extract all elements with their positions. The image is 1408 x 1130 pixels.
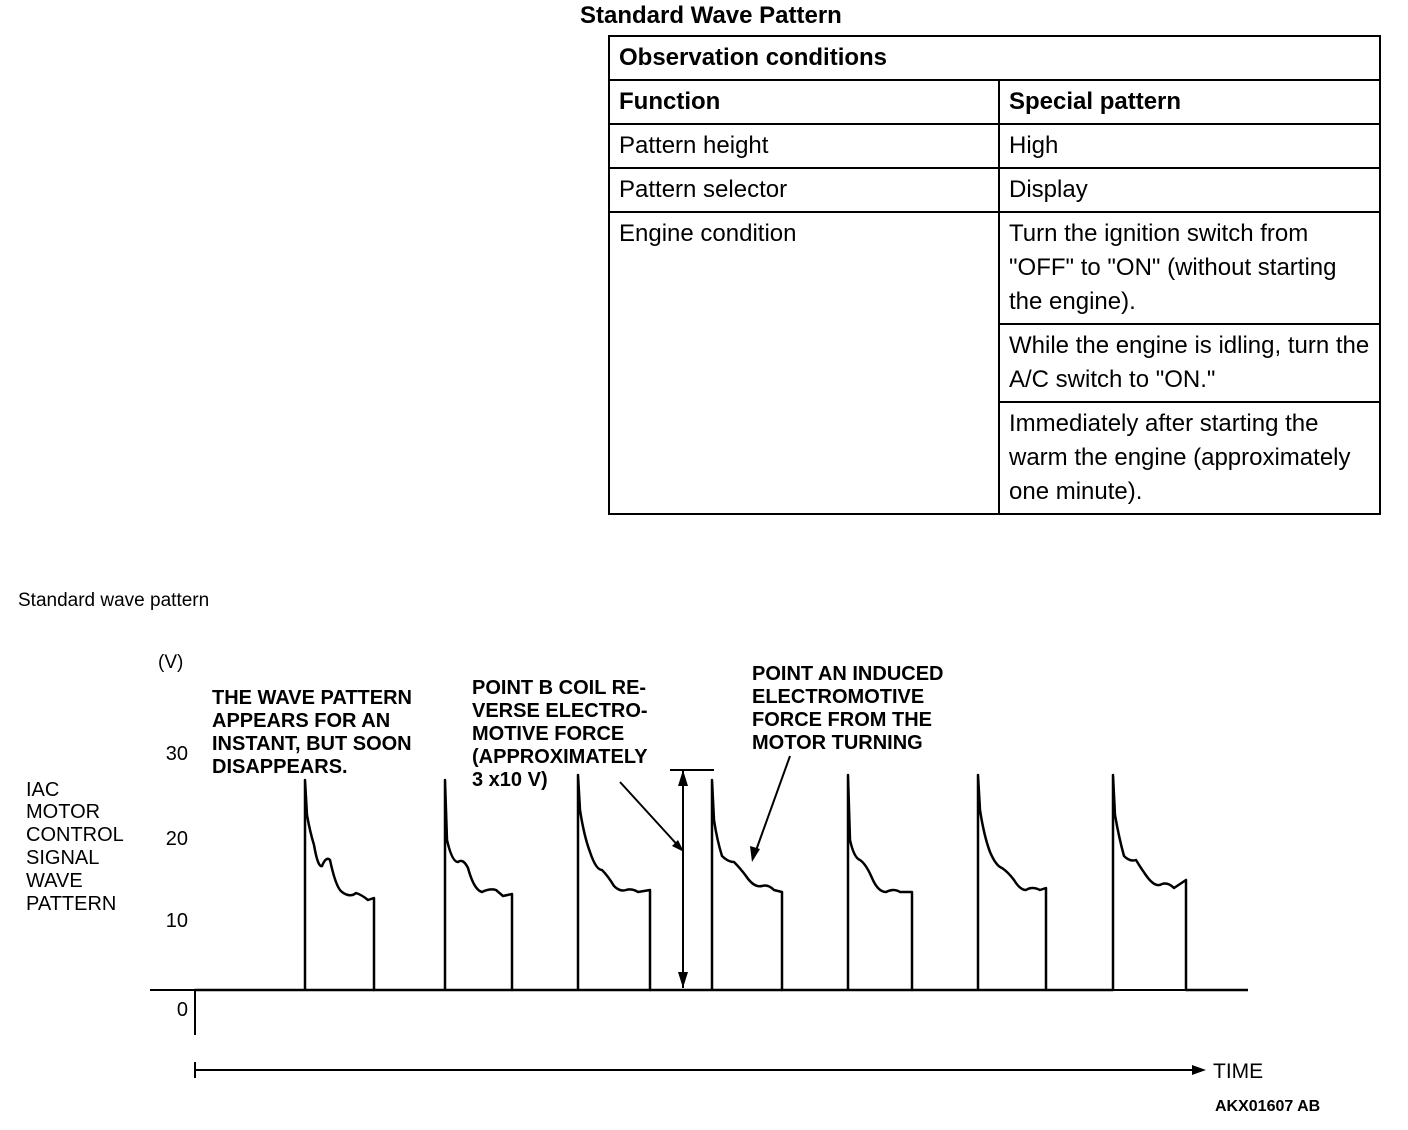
row-label-pattern-selector: Pattern selector	[609, 168, 999, 212]
y-tick-label: 0	[176, 999, 188, 1021]
annotation-wave-disappears	[212, 687, 412, 778]
annotation-line: DISAPPEARS.	[212, 756, 348, 778]
table-row	[609, 124, 1380, 168]
y-axis-title-line: WAVE	[26, 870, 83, 892]
y-axis-title-line: PATTERN	[26, 893, 117, 915]
wave-pattern-trace	[195, 775, 1248, 990]
annotation-point-b	[472, 677, 648, 791]
annotation-line: VERSE ELECTRO-	[472, 700, 648, 722]
row-label-pattern-height: Pattern height	[609, 124, 999, 168]
time-label: TIME	[1213, 1060, 1264, 1083]
engine-condition-value-1: Turn the ignition switch from "OFF" to "ON" (without starting the engine).	[999, 212, 1380, 324]
annotation-line: THE WAVE PATTERN	[212, 687, 412, 709]
engine-condition-value-3: Immediately after starting the warm the engine (approximately one minute).	[999, 402, 1380, 514]
y-axis-title-line: MOTOR	[26, 801, 101, 823]
page-heading: Standard Wave Pattern	[580, 2, 842, 29]
y-tick-label: 20	[165, 828, 188, 850]
table-header-row	[609, 80, 1380, 124]
wave-pulse	[195, 780, 374, 990]
annotation-line: MOTOR TURNING	[752, 732, 923, 754]
wave-pulse	[374, 780, 512, 990]
y-axis-title-line: SIGNAL	[26, 847, 100, 869]
table-title-row	[609, 36, 1380, 80]
annotation-line: (APPROXIMATELY	[472, 746, 648, 768]
annotation-line: POINT B COIL RE-	[472, 677, 647, 699]
y-axis-title-line: CONTROL	[26, 824, 124, 846]
annotation-line: FORCE FROM THE	[752, 709, 932, 731]
wave-pulse	[782, 775, 912, 990]
table-row	[609, 212, 1380, 324]
row-value-pattern-height: High	[999, 124, 1380, 168]
y-unit-label: (V)	[158, 652, 184, 673]
wave-pulse	[650, 780, 782, 990]
arrow-head-down	[678, 972, 688, 988]
wave-pattern-figure	[0, 620, 1408, 1100]
annotation-line: MOTIVE FORCE	[472, 723, 625, 745]
column-header-special-pattern: Special pattern	[999, 80, 1380, 124]
figure-caption: Standard wave pattern	[18, 590, 210, 611]
y-tick-label: 10	[165, 910, 188, 932]
arrow-head-c	[750, 846, 760, 862]
annotation-line: ELECTROMOTIVE	[752, 686, 925, 708]
arrow-head-up	[678, 770, 688, 786]
annotation-line: INSTANT, BUT SOON	[212, 733, 412, 755]
annotation-line: 3 x10 V)	[472, 769, 548, 791]
y-axis-title	[26, 779, 124, 915]
row-value-pattern-selector: Display	[999, 168, 1380, 212]
observation-conditions-table	[608, 35, 1381, 515]
wave-pulse	[1046, 775, 1248, 990]
row-label-engine-condition: Engine condition	[609, 212, 999, 514]
wave-pulse	[912, 775, 1046, 990]
time-arrow-head	[1192, 1065, 1206, 1075]
figure-code: AKX01607 AB	[1215, 1098, 1321, 1115]
column-header-function: Function	[609, 80, 999, 124]
annotation-line: APPEARS FOR AN	[212, 710, 391, 732]
engine-condition-value-2: While the engine is idling, turn the A/C switch to "ON."	[999, 324, 1380, 402]
table-row	[609, 168, 1380, 212]
table-title: Observation conditions	[609, 36, 1380, 80]
y-tick-label: 30	[165, 743, 188, 765]
annotation-line: POINT AN INDUCED	[752, 663, 944, 685]
y-axis-title-line: IAC	[26, 779, 60, 801]
annotation-point-a	[752, 663, 943, 754]
pointer-line-c	[754, 756, 790, 856]
wave-pulse	[512, 775, 650, 990]
pointer-line-b	[620, 782, 682, 850]
